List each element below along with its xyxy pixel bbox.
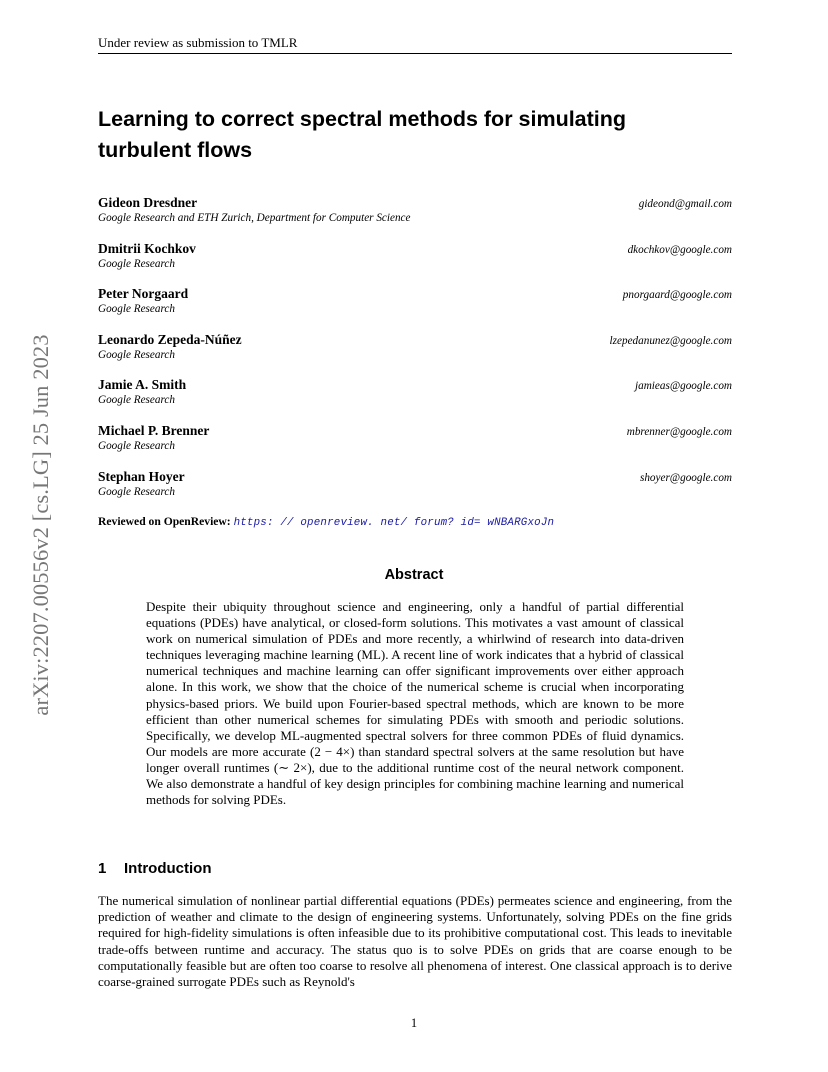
author-affiliation: Google Research: [98, 348, 175, 361]
author-entry: [98, 241, 732, 287]
author-entry: [98, 195, 732, 241]
review-label: Reviewed on OpenReview:: [98, 515, 231, 528]
author-email: pnorgaard@google.com: [622, 289, 732, 302]
author-entry: [98, 377, 732, 423]
section-number: 1: [98, 860, 107, 877]
author-name: Stephan Hoyer: [98, 468, 185, 484]
section-heading: [98, 860, 211, 877]
author-email: mbrenner@google.com: [626, 425, 732, 438]
abstract-text: Despite their ubiquity throughout science and engineering, only a handful of partial differential equations (PDEs) have analytical, or closed-form solutions. This motivates a vast amount of classical work on numerical simulation of PDEs and more recently, a whirlwind of research into data-driven techniques leveraging machine learning (ML). A recent line of work indicates that a hybrid of classical numerical techniques and machine learning can offer significant improvements over either approach alone. In this work, we show that the choice of the numerical scheme is crucial when incorporating physics-based priors. We build upon Fourier-based spectral methods, which are known to be more efficient than other numerical schemes for simulating PDEs with smooth and periodic solutions. Specifically, we develop ML-augmented spectral solvers for three common PDEs of fluid dynamics. Our models are more accurate (2 − 4×) than standard spectral solvers at the same resolution but have longer overall runtimes (∼ 2×), due to the additional runtime cost of the neural network component. We also demonstrate a handful of key design principles for combining machine learning and numerical methods for solving PDEs.: [146, 599, 684, 808]
review-line: [98, 515, 554, 529]
author-email: lzepedanunez@google.com: [609, 334, 732, 347]
page-number: 1: [410, 1016, 418, 1030]
venue-note: Under review as submission to TMLR: [98, 35, 298, 50]
author-email: jamieas@google.com: [635, 380, 732, 393]
author-entry: [98, 286, 732, 332]
openreview-link[interactable]: https: // openreview. net/ forum? id= wNBARGxoJn: [233, 517, 555, 529]
author-name: Peter Norgaard: [98, 286, 189, 302]
author-affiliation: Google Research: [98, 257, 175, 270]
author-email: shoyer@google.com: [639, 471, 732, 484]
author-entry: [98, 423, 732, 469]
author-name: Gideon Dresdner: [98, 195, 198, 210]
section-title: Introduction: [124, 860, 212, 877]
author-name: Dmitrii Kochkov: [98, 240, 196, 256]
abstract-heading: Abstract: [384, 567, 444, 583]
paper-title: Learning to correct spectral methods for simulating turbulent flows: [98, 107, 627, 162]
header-rule: [98, 53, 732, 54]
author-affiliation: Google Research: [98, 303, 175, 316]
author-name: Jamie A. Smith: [98, 377, 187, 393]
author-affiliation: Google Research and ETH Zurich, Department for Computer Science: [98, 212, 411, 224]
author-list: [98, 195, 732, 514]
author-name: Leonardo Zepeda-Núñez: [98, 331, 242, 347]
author-entry: [98, 332, 732, 378]
introduction-text: The numerical simulation of nonlinear partial differential equations (PDEs) permeates science and engineering, from the prediction of weather and climate to the design of engineering systems. Unfortunately, solving PDEs on the fine grids required for high-fidelity simulations is often infeasible due to its prohibitive computational cost. This leads to inevitable trade-offs between runtime and accuracy. The status quo is to solve PDEs on grids that are coarse enough to be computationally feasible but are often too coarse to resolve all phenomena of interest. One classical approach is to derive coarse-grained surrogate PDEs such as Reynold's: [98, 893, 732, 990]
author-affiliation: Google Research: [98, 394, 175, 407]
author-email: gideond@gmail.com: [638, 198, 732, 210]
author-email: dkochkov@google.com: [627, 243, 732, 256]
author-entry: [98, 469, 732, 515]
author-name: Michael P. Brenner: [98, 422, 210, 438]
author-affiliation: Google Research: [98, 439, 175, 452]
arxiv-stamp: arXiv:2207.00556v2 [cs.LG] 25 Jun 2023: [28, 334, 53, 716]
author-affiliation: Google Research: [98, 485, 175, 498]
